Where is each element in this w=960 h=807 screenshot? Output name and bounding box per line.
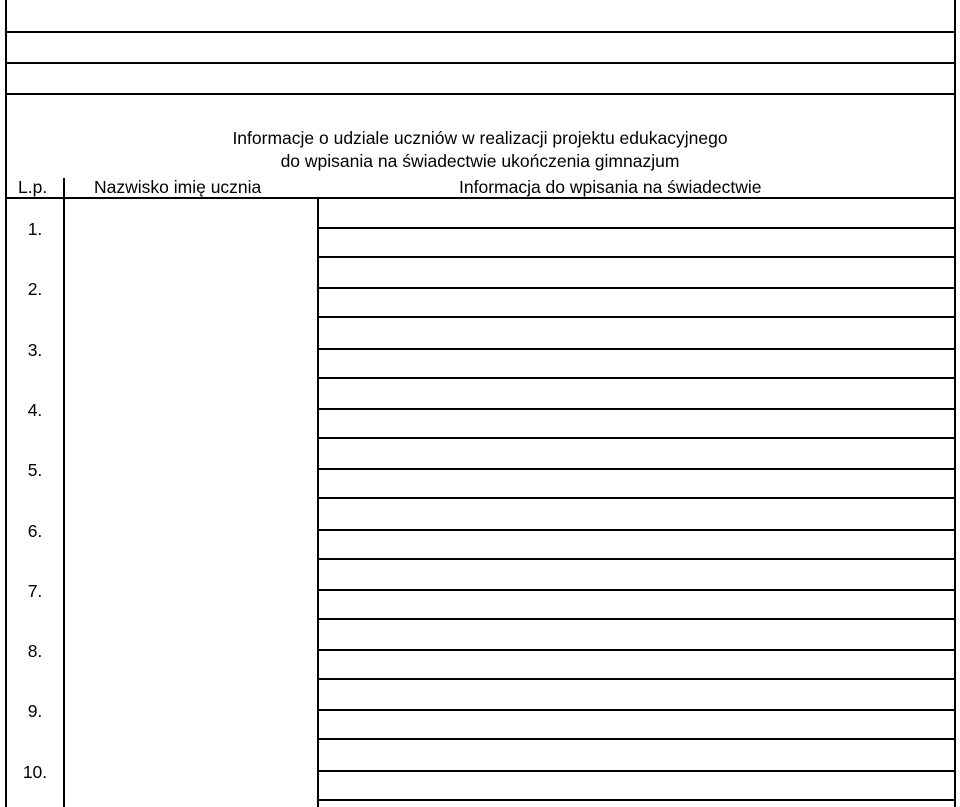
row-number: 1. xyxy=(27,219,43,239)
header-student-name: Nazwisko imię ucznia xyxy=(94,177,262,197)
info-writing-line[interactable] xyxy=(318,468,956,470)
row-bottom-line xyxy=(318,738,956,740)
info-writing-line[interactable] xyxy=(318,348,956,350)
info-writing-line[interactable] xyxy=(318,227,956,229)
row-bottom-line xyxy=(318,316,956,318)
row-bottom-line xyxy=(318,497,956,499)
row-bottom-line xyxy=(318,799,956,801)
document-title-line2: do wpisania na świadectwie ukończenia gimnazjum xyxy=(280,151,680,171)
name-column-separator xyxy=(317,199,319,807)
row-number: 5. xyxy=(27,460,43,481)
row-number: 10. xyxy=(22,761,48,782)
row-bottom-line xyxy=(318,256,956,258)
header-certificate-info: Informacja do wpisania na świadectwie xyxy=(459,177,762,197)
info-writing-line[interactable] xyxy=(318,770,956,772)
header-lp: L.p. xyxy=(18,177,48,197)
row-bottom-line xyxy=(318,558,956,560)
row-bottom-line xyxy=(318,437,956,439)
info-writing-line[interactable] xyxy=(318,408,956,410)
info-writing-line[interactable] xyxy=(318,287,956,289)
info-writing-line[interactable] xyxy=(318,529,956,531)
row-bottom-line xyxy=(318,377,956,379)
row-number: 2. xyxy=(27,279,43,300)
row-bottom-line xyxy=(318,678,956,680)
top-row-border xyxy=(5,31,956,33)
top-row-border xyxy=(5,62,956,64)
info-writing-line[interactable] xyxy=(318,709,956,711)
info-writing-line[interactable] xyxy=(318,589,956,591)
row-number: 9. xyxy=(27,701,43,722)
row-number: 4. xyxy=(27,399,43,420)
header-bottom-border xyxy=(5,197,956,199)
top-row-border xyxy=(5,93,956,95)
row-bottom-line xyxy=(318,618,956,620)
row-number: 8. xyxy=(27,641,43,662)
row-number: 3. xyxy=(27,339,43,360)
form-frame xyxy=(5,0,956,807)
row-number: 6. xyxy=(27,520,43,541)
info-writing-line[interactable] xyxy=(318,649,956,651)
row-number: 7. xyxy=(27,580,43,601)
document-title-line1: Informacje o udziale uczniów w realizacji projektu edukacyjnego xyxy=(232,128,728,148)
